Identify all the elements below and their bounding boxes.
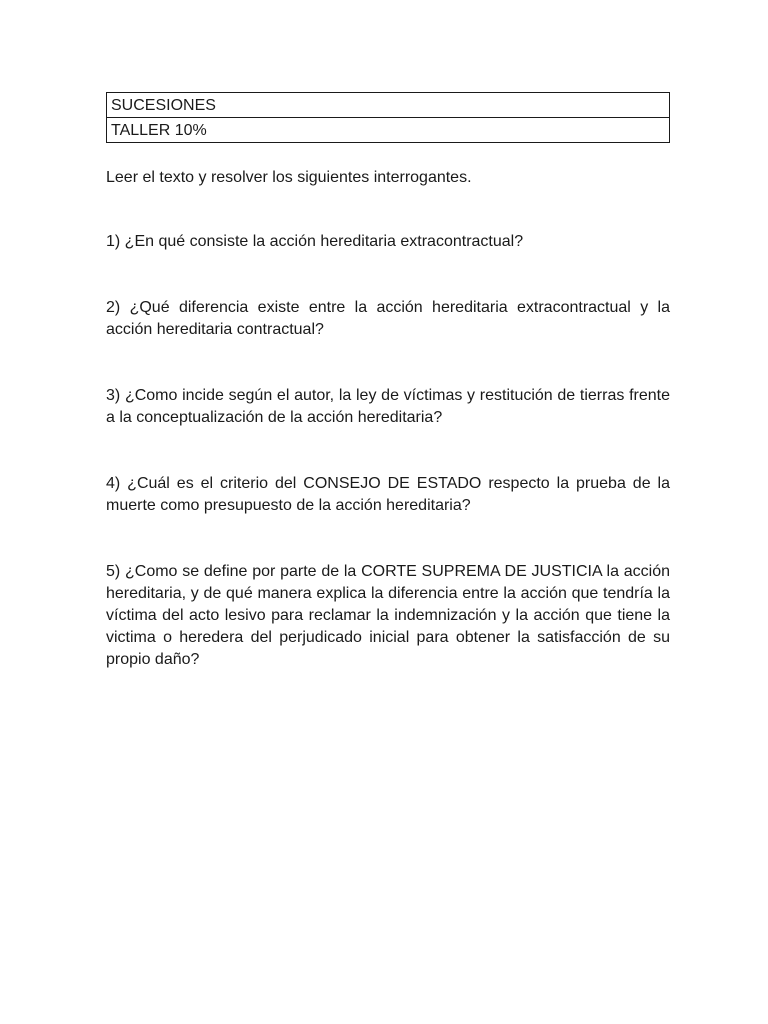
question-5: 5) ¿Como se define por parte de la CORTE SUPREMA DE JUSTICIA la acción hereditaria, y de qué manera explica la diferencia entre la acción que tendría la víctima del acto lesivo para reclamar la indemnización y la acción que tiene la victima o heredera del perjudicado inicial para obtener la satisfacción de su propio daño? (106, 563, 670, 668)
question-3: 3) ¿Como incide según el autor, la ley de víctimas y restitución de tierras frente a la conceptualización de la acción hereditaria? (106, 387, 670, 426)
question-4: 4) ¿Cuál es el criterio del CONSEJO DE ESTADO respecto la prueba de la muerte como presupuesto de la acción hereditaria? (106, 475, 670, 514)
question-2: 2) ¿Qué diferencia existe entre la acción hereditaria extracontractual y la acción hereditaria contractual? (106, 299, 670, 338)
assignment-cell: TALLER 10% (107, 118, 670, 143)
header-table (106, 92, 670, 143)
instruction-text: Leer el texto y resolver los siguientes interrogantes. (106, 169, 472, 186)
question-1: 1) ¿En qué consiste la acción hereditaria extracontractual? (106, 233, 524, 250)
header-row-subject (107, 93, 670, 118)
subject-cell: SUCESIONES (107, 93, 670, 118)
header-row-assignment (107, 118, 670, 143)
document-page (106, 92, 670, 671)
